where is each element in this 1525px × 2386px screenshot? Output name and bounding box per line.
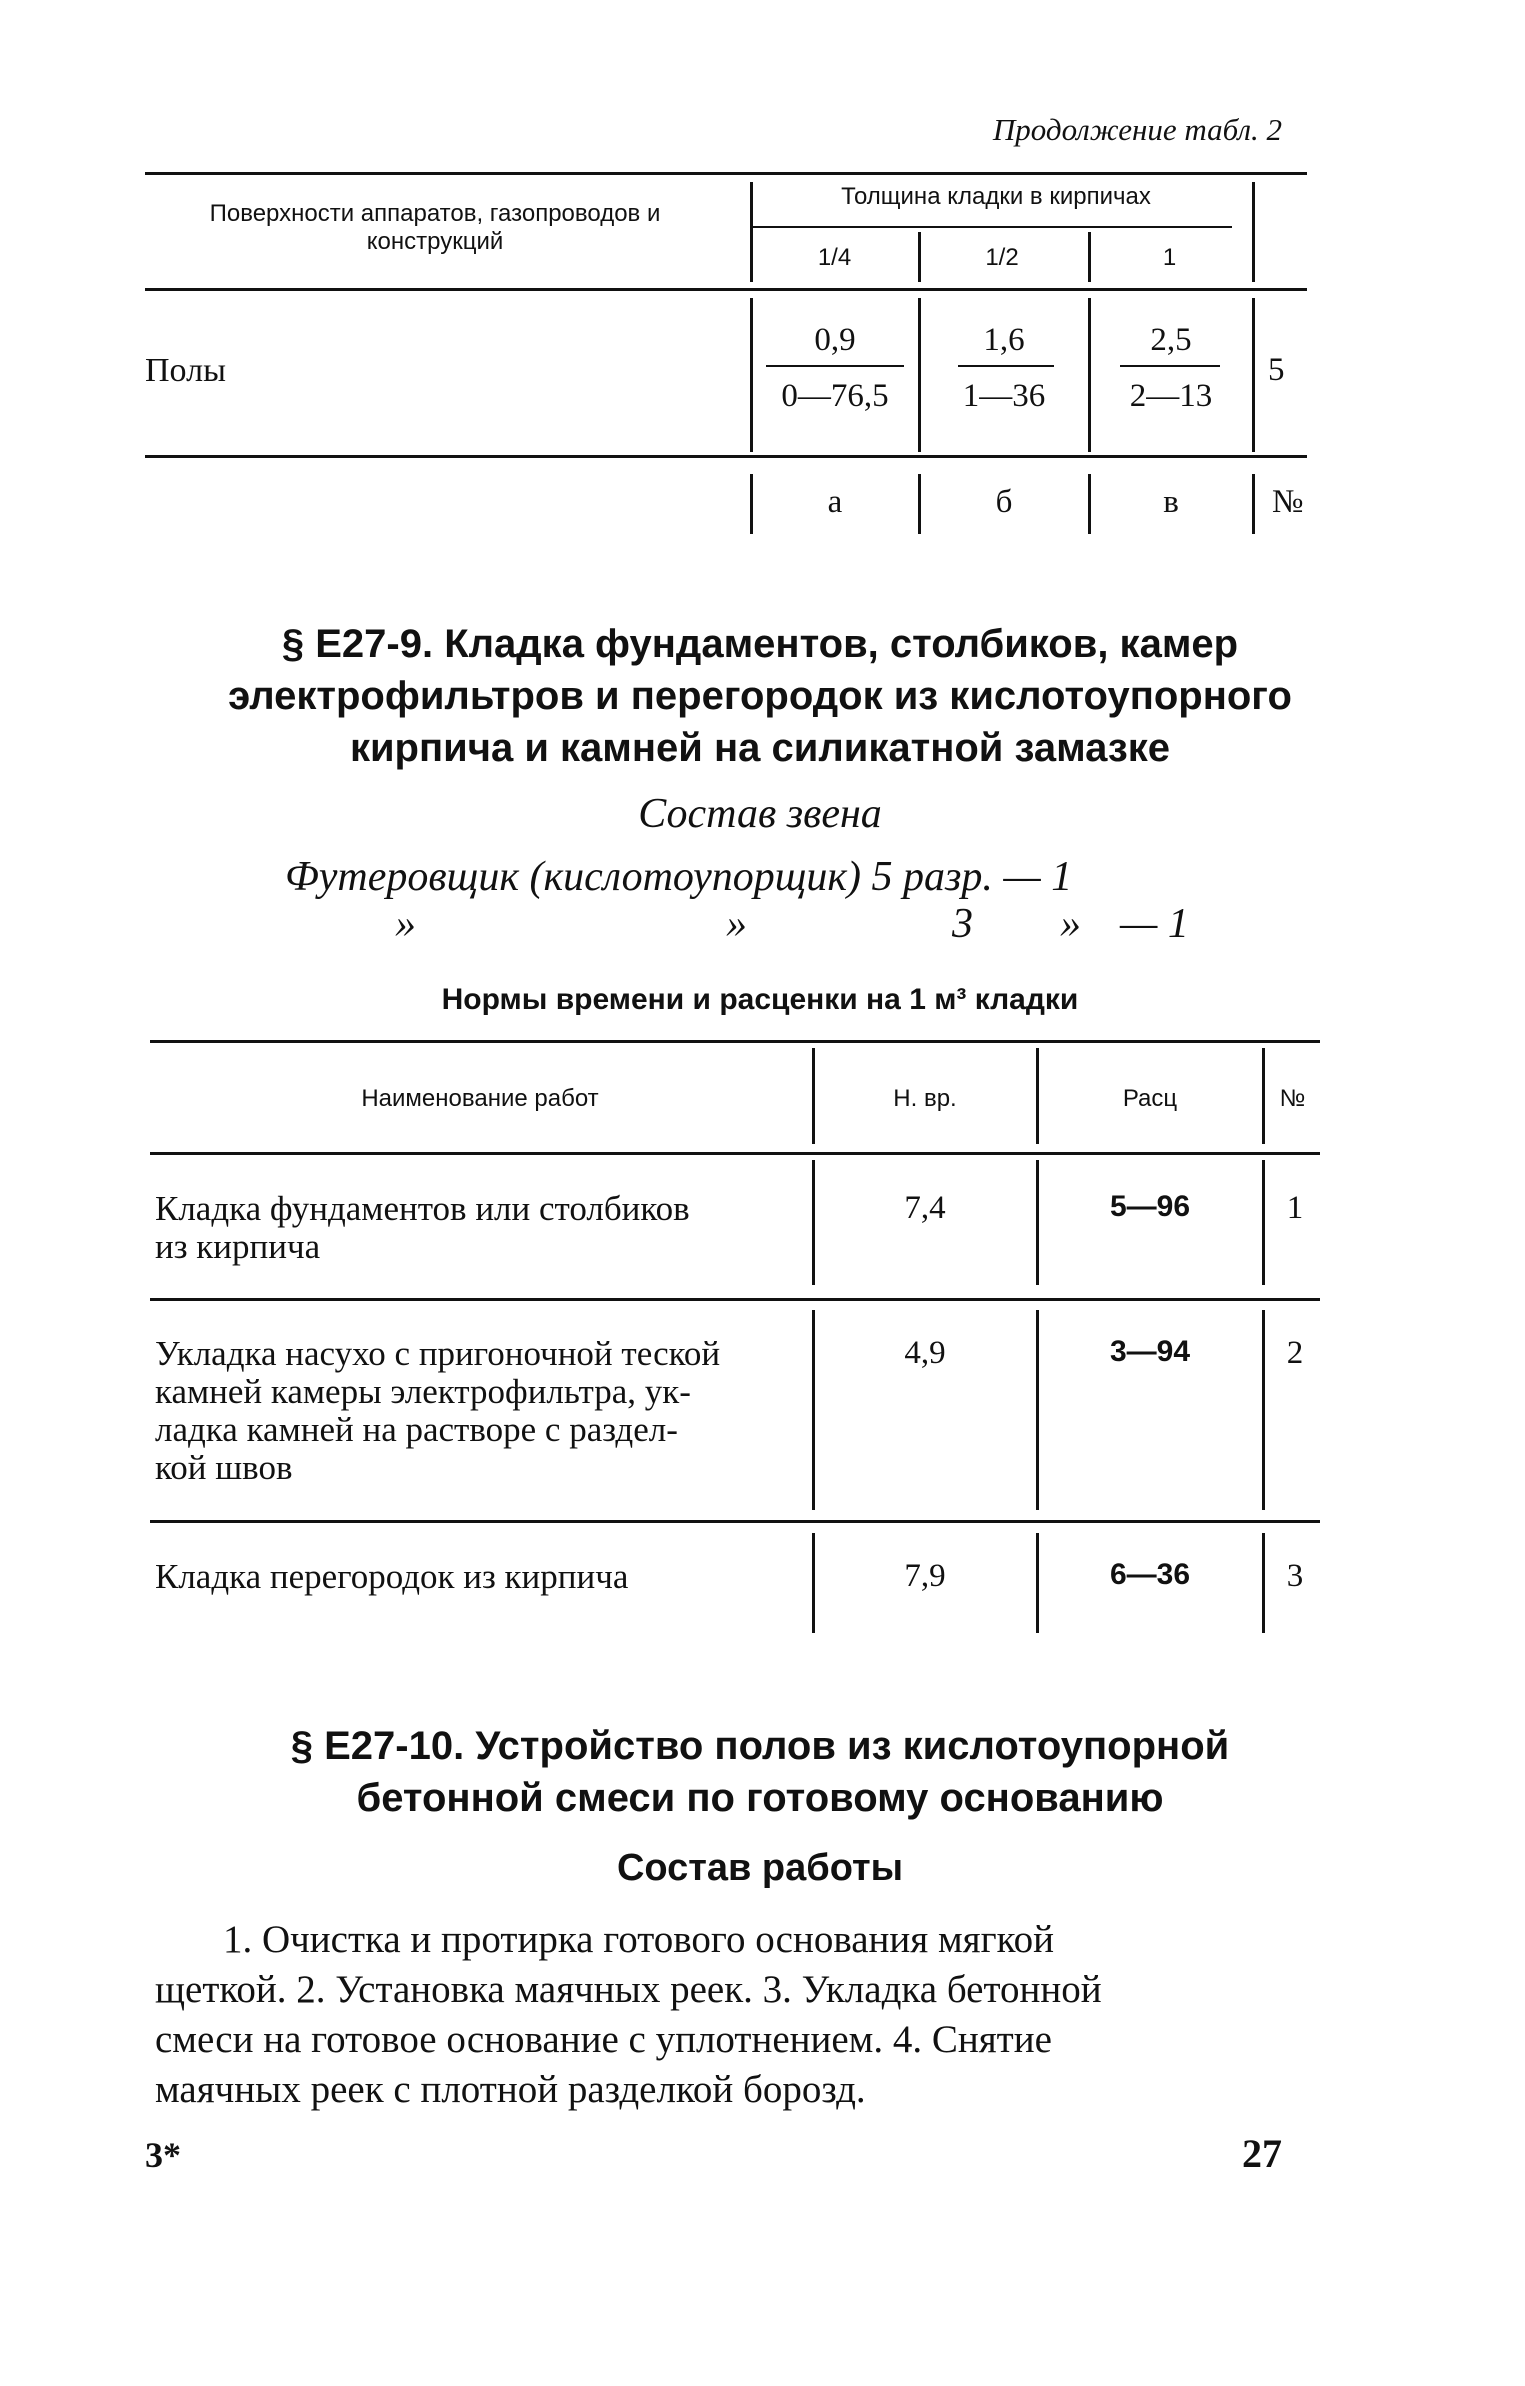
time-value: 7,4 <box>904 1190 946 1226</box>
vline <box>1252 298 1255 452</box>
row-label-floors: Полы <box>145 352 226 389</box>
text-line: смеси на готовое основание с уплотнением. 4. Снятие <box>155 2018 1052 2061</box>
crew-line-1: Футеровщик (кислотоупорщик) 5 разр. — 1 <box>285 854 1073 900</box>
signature-mark: 3* <box>145 2135 181 2175</box>
vline <box>1036 1048 1039 1144</box>
work-name-line: из кирпича <box>155 1227 321 1266</box>
work-title: Состав работы <box>616 1847 904 1889</box>
work-name-line: ладка камней на растворе с раздел- <box>155 1410 678 1449</box>
ditto-mark: » <box>726 901 747 947</box>
row-rule <box>150 1298 1320 1301</box>
time-value: 4,9 <box>904 1335 946 1371</box>
section-heading-e27-9 <box>100 618 1420 774</box>
row-bottom-rule <box>145 455 1307 458</box>
vline <box>1252 474 1255 534</box>
vline <box>1262 1160 1265 1285</box>
footer-b: б <box>995 484 1013 520</box>
cell-b-bottom: 1—36 <box>962 378 1046 414</box>
header-bottom-rule <box>150 1152 1320 1155</box>
vline <box>1036 1160 1039 1285</box>
time-value: 7,9 <box>904 1558 946 1594</box>
work-description <box>155 1915 1325 2115</box>
heading-line: бетонной смеси по готовому основанию <box>356 1776 1164 1820</box>
ditto-mark: » <box>395 901 416 947</box>
cell-c-top: 2,5 <box>1150 322 1192 358</box>
crew-line-2 <box>0 900 1525 950</box>
subheader-1: 1 <box>1162 244 1177 271</box>
ditto-mark: » <box>1060 901 1081 947</box>
subheader-rule <box>752 226 1232 228</box>
header-time: Н. вр. <box>893 1085 957 1112</box>
text-line: щеткой. 2. Установка маячных реек. 3. Укладка бетонной <box>155 1968 1102 2011</box>
vline <box>1252 182 1255 282</box>
footer-a: а <box>827 484 843 520</box>
vline <box>1036 1310 1039 1510</box>
text-line: маячных реек с плотной разделкой борозд. <box>155 2068 866 2111</box>
header-bottom-rule <box>145 288 1307 291</box>
vline <box>750 182 753 282</box>
table-row <box>155 1335 720 1487</box>
norms-title: Нормы времени и расценки на 1 м³ кладки <box>441 983 1079 1016</box>
work-name-line: кой швов <box>155 1448 293 1487</box>
vline <box>1262 1310 1265 1510</box>
cell-a-bottom: 0—76,5 <box>781 378 889 414</box>
subheader-1-4: 1/4 <box>817 244 852 271</box>
header-num: № <box>1279 1085 1306 1112</box>
row-number: 2 <box>1286 1335 1304 1371</box>
row-rule <box>150 1520 1320 1523</box>
fraction-bar <box>766 365 904 367</box>
vline <box>812 1310 815 1510</box>
header-price: Расц <box>1122 1085 1178 1112</box>
table-top-rule <box>150 1040 1320 1043</box>
vline <box>1262 1533 1265 1633</box>
cell-a-top: 0,9 <box>814 322 856 358</box>
heading-line: § Е27-9. Кладка фундаментов, столбиков, камер <box>281 622 1239 666</box>
section-heading-e27-10 <box>100 1720 1420 1824</box>
work-name-line: Кладка перегородок из кирпича <box>155 1557 629 1596</box>
header-name: Наименование работ <box>361 1085 599 1112</box>
fraction-bar <box>1120 365 1220 367</box>
vline <box>812 1160 815 1285</box>
vline <box>918 232 921 282</box>
footer-num: № <box>1272 484 1304 520</box>
vline <box>1036 1533 1039 1633</box>
row-number: 1 <box>1286 1190 1304 1226</box>
price-value: 5—96 <box>1109 1190 1191 1223</box>
heading-line: электрофильтров и перегородок из кислотоупорного <box>228 674 1292 718</box>
price-value: 6—36 <box>1109 1558 1191 1591</box>
work-name-line: Кладка фундаментов или столбиков <box>155 1189 690 1228</box>
row-number: 5 <box>1268 352 1285 388</box>
table-top-rule <box>145 172 1307 175</box>
heading-line: § Е27-10. Устройство полов из кислотоупорной <box>290 1724 1230 1768</box>
row-number: 3 <box>1286 1558 1304 1594</box>
fraction-bar <box>958 365 1054 367</box>
text-line: 1. Очистка и протирка готового основания мягкой <box>223 1918 1054 1961</box>
table-row <box>155 1190 690 1266</box>
vline <box>812 1533 815 1633</box>
count-value: — 1 <box>1120 901 1189 947</box>
grade-value: 3 <box>952 901 973 947</box>
work-name-line: Укладка насухо с пригоночной теской <box>155 1334 721 1373</box>
continuation-label: Продолжение табл. 2 <box>992 112 1282 147</box>
cell-b-top: 1,6 <box>983 322 1025 358</box>
header-surface: Поверхности аппаратов, газопроводов и конструкций <box>209 200 661 255</box>
work-name-line: камней камеры электрофильтра, ук- <box>155 1372 691 1411</box>
heading-line: кирпича и камней на силикатной замазке <box>349 726 1171 770</box>
vline <box>1088 232 1091 282</box>
vline <box>812 1048 815 1144</box>
crew-title: Состав звена <box>638 791 882 837</box>
cell-c-bottom: 2—13 <box>1129 378 1213 414</box>
footer-v: в <box>1163 484 1179 520</box>
header-thickness: Толщина кладки в кирпичах <box>841 183 1151 210</box>
price-value: 3—94 <box>1109 1335 1191 1368</box>
table-row <box>155 1558 628 1596</box>
page-number: 27 <box>1242 2131 1282 2176</box>
subheader-1-2: 1/2 <box>985 244 1019 271</box>
vline <box>1262 1048 1265 1144</box>
